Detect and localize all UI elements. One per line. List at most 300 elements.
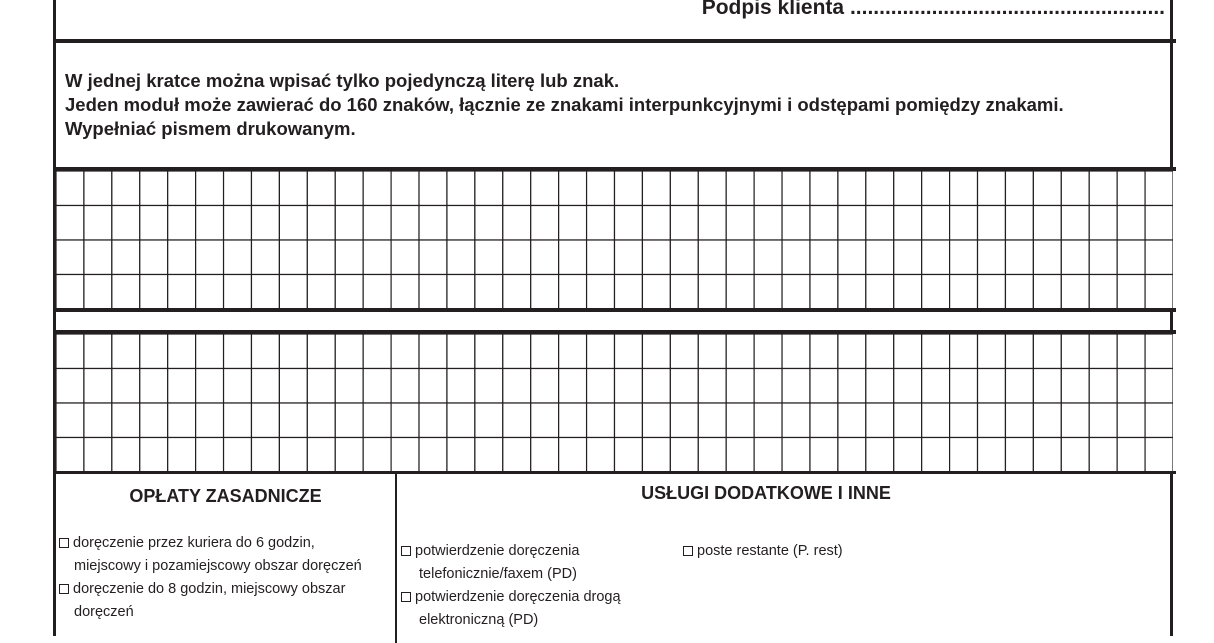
grid-cell[interactable] [810, 403, 838, 438]
grid-cell[interactable] [168, 403, 196, 438]
grid-cell[interactable] [1061, 334, 1089, 369]
grid-cell[interactable] [251, 438, 279, 473]
grid-cell[interactable] [84, 438, 112, 473]
checkbox[interactable] [59, 584, 69, 594]
grid-cell[interactable] [475, 206, 503, 241]
grid-cell[interactable] [1089, 275, 1117, 310]
grid-cell[interactable] [391, 275, 419, 310]
grid-cell[interactable] [726, 438, 754, 473]
grid-cell[interactable] [810, 369, 838, 404]
grid-cell[interactable] [1005, 171, 1033, 206]
grid-cell[interactable] [307, 438, 335, 473]
grid-cell[interactable] [978, 369, 1006, 404]
grid-cell[interactable] [642, 275, 670, 310]
grid-cell[interactable] [670, 240, 698, 275]
grid-cell[interactable] [754, 334, 782, 369]
grid-cell[interactable] [56, 206, 84, 241]
grid-cell[interactable] [642, 403, 670, 438]
grid-cell[interactable] [866, 240, 894, 275]
grid-cell[interactable] [1145, 438, 1173, 473]
grid-cell[interactable] [1061, 206, 1089, 241]
grid-cell[interactable] [950, 403, 978, 438]
grid-cell[interactable] [391, 240, 419, 275]
grid-cell[interactable] [140, 206, 168, 241]
grid-cell[interactable] [810, 171, 838, 206]
grid-cell[interactable] [196, 438, 224, 473]
grid-cell[interactable] [950, 171, 978, 206]
grid-cell[interactable] [1033, 275, 1061, 310]
grid-cell[interactable] [587, 334, 615, 369]
grid-cell[interactable] [1033, 403, 1061, 438]
grid-cell[interactable] [307, 334, 335, 369]
grid-cell[interactable] [1005, 438, 1033, 473]
grid-cell[interactable] [56, 369, 84, 404]
grid-cell[interactable] [419, 275, 447, 310]
grid-cell[interactable] [112, 240, 140, 275]
grid-cell[interactable] [894, 369, 922, 404]
grid-cell[interactable] [615, 438, 643, 473]
grid-cell[interactable] [754, 403, 782, 438]
grid-cell[interactable] [531, 171, 559, 206]
grid-cell[interactable] [224, 334, 252, 369]
grid-cell[interactable] [140, 334, 168, 369]
grid-cell[interactable] [335, 206, 363, 241]
grid-cell[interactable] [1117, 171, 1145, 206]
grid-cell[interactable] [838, 438, 866, 473]
grid-cell[interactable] [950, 240, 978, 275]
grid-cell[interactable] [782, 171, 810, 206]
grid-cell[interactable] [224, 403, 252, 438]
grid-cell[interactable] [670, 275, 698, 310]
grid-cell[interactable] [866, 369, 894, 404]
grid-cell[interactable] [782, 240, 810, 275]
grid-cell[interactable] [112, 206, 140, 241]
grid-cell[interactable] [698, 369, 726, 404]
grid-cell[interactable] [84, 240, 112, 275]
grid-cell[interactable] [84, 206, 112, 241]
grid-cell[interactable] [363, 206, 391, 241]
grid-cell[interactable] [559, 403, 587, 438]
grid-cell[interactable] [335, 240, 363, 275]
grid-cell[interactable] [140, 438, 168, 473]
grid-cell[interactable] [894, 438, 922, 473]
grid-cell[interactable] [475, 403, 503, 438]
grid-cell[interactable] [726, 206, 754, 241]
grid-cell[interactable] [810, 438, 838, 473]
grid-cell[interactable] [168, 206, 196, 241]
grid-cell[interactable] [978, 275, 1006, 310]
grid-cell[interactable] [531, 369, 559, 404]
grid-cell[interactable] [922, 240, 950, 275]
grid-cell[interactable] [475, 275, 503, 310]
grid-cell[interactable] [168, 171, 196, 206]
grid-cell[interactable] [224, 369, 252, 404]
grid-cell[interactable] [279, 369, 307, 404]
grid-cell[interactable] [894, 171, 922, 206]
grid-cell[interactable] [224, 438, 252, 473]
grid-cell[interactable] [251, 171, 279, 206]
grid-cell[interactable] [503, 240, 531, 275]
grid-cell[interactable] [559, 438, 587, 473]
grid-cell[interactable] [1005, 334, 1033, 369]
grid-cell[interactable] [251, 275, 279, 310]
grid-cell[interactable] [363, 334, 391, 369]
grid-cell[interactable] [950, 334, 978, 369]
grid-cell[interactable] [838, 369, 866, 404]
grid-cell[interactable] [754, 171, 782, 206]
grid-cell[interactable] [140, 171, 168, 206]
grid-cell[interactable] [615, 275, 643, 310]
grid-cell[interactable] [503, 206, 531, 241]
grid-cell[interactable] [196, 403, 224, 438]
grid-cell[interactable] [503, 438, 531, 473]
grid-cell[interactable] [782, 369, 810, 404]
grid-cell[interactable] [307, 206, 335, 241]
fee-option[interactable]: doręczenie do 8 godzin, miejscowy obszar doręczeń [59, 578, 345, 624]
grid-cell[interactable] [1005, 206, 1033, 241]
grid-cell[interactable] [363, 275, 391, 310]
grid-cell[interactable] [475, 369, 503, 404]
grid-cell[interactable] [391, 334, 419, 369]
grid-cell[interactable] [168, 240, 196, 275]
grid-cell[interactable] [363, 403, 391, 438]
grid-cell[interactable] [363, 369, 391, 404]
grid-cell[interactable] [810, 334, 838, 369]
grid-cell[interactable] [279, 171, 307, 206]
grid-cell[interactable] [838, 171, 866, 206]
grid-cell[interactable] [726, 403, 754, 438]
grid-cell[interactable] [670, 438, 698, 473]
grid-cell[interactable] [391, 171, 419, 206]
grid-cell[interactable] [363, 240, 391, 275]
grid-cell[interactable] [1089, 369, 1117, 404]
grid-cell[interactable] [587, 275, 615, 310]
grid-cell[interactable] [838, 240, 866, 275]
grid-cell[interactable] [838, 403, 866, 438]
grid-cell[interactable] [531, 240, 559, 275]
grid-cell[interactable] [642, 438, 670, 473]
grid-cell[interactable] [1033, 369, 1061, 404]
grid-cell[interactable] [726, 240, 754, 275]
grid-cell[interactable] [1145, 275, 1173, 310]
grid-cell[interactable] [1117, 240, 1145, 275]
grid-cell[interactable] [978, 240, 1006, 275]
grid-cell[interactable] [251, 403, 279, 438]
grid-cell[interactable] [307, 171, 335, 206]
grid-cell[interactable] [810, 275, 838, 310]
grid-cell[interactable] [112, 369, 140, 404]
grid-cell[interactable] [140, 240, 168, 275]
grid-cell[interactable] [56, 438, 84, 473]
grid-cell[interactable] [978, 206, 1006, 241]
grid-cell[interactable] [1033, 171, 1061, 206]
grid-cell[interactable] [894, 403, 922, 438]
grid-cell[interactable] [978, 171, 1006, 206]
grid-cell[interactable] [279, 206, 307, 241]
grid-cell[interactable] [615, 334, 643, 369]
grid-cell[interactable] [335, 438, 363, 473]
grid-cell[interactable] [56, 240, 84, 275]
grid-cell[interactable] [642, 206, 670, 241]
grid-cell[interactable] [838, 275, 866, 310]
grid-cell[interactable] [782, 275, 810, 310]
grid-cell[interactable] [670, 206, 698, 241]
grid-cell[interactable] [922, 438, 950, 473]
grid-cell[interactable] [1061, 240, 1089, 275]
grid-cell[interactable] [112, 403, 140, 438]
grid-cell[interactable] [56, 275, 84, 310]
grid-cell[interactable] [1089, 438, 1117, 473]
service-option[interactable]: poste restante (P. rest) [683, 540, 843, 563]
grid-cell[interactable] [196, 369, 224, 404]
grid-cell[interactable] [56, 403, 84, 438]
grid-cell[interactable] [894, 206, 922, 241]
checkbox[interactable] [683, 546, 693, 556]
grid-cell[interactable] [224, 275, 252, 310]
grid-cell[interactable] [559, 275, 587, 310]
grid-cell[interactable] [698, 171, 726, 206]
grid-cell[interactable] [922, 369, 950, 404]
grid-cell[interactable] [419, 403, 447, 438]
grid-cell[interactable] [391, 438, 419, 473]
grid-cell[interactable] [1061, 369, 1089, 404]
grid-cell[interactable] [559, 334, 587, 369]
grid-cell[interactable] [84, 275, 112, 310]
grid-cell[interactable] [726, 171, 754, 206]
grid-cell[interactable] [503, 403, 531, 438]
grid-cell[interactable] [1033, 438, 1061, 473]
grid-cell[interactable] [1033, 334, 1061, 369]
grid-cell[interactable] [279, 240, 307, 275]
grid-cell[interactable] [782, 403, 810, 438]
grid-cell[interactable] [698, 275, 726, 310]
grid-cell[interactable] [810, 240, 838, 275]
grid-cell[interactable] [866, 171, 894, 206]
grid-cell[interactable] [531, 275, 559, 310]
grid-cell[interactable] [1117, 206, 1145, 241]
grid-cell[interactable] [978, 334, 1006, 369]
grid-cell[interactable] [559, 206, 587, 241]
grid-cell[interactable] [978, 403, 1006, 438]
grid-cell[interactable] [810, 206, 838, 241]
grid-cell[interactable] [866, 438, 894, 473]
grid-cell[interactable] [782, 206, 810, 241]
grid-cell[interactable] [335, 403, 363, 438]
checkbox[interactable] [401, 592, 411, 602]
grid-cell[interactable] [642, 334, 670, 369]
grid-cell[interactable] [838, 334, 866, 369]
grid-cell[interactable] [447, 171, 475, 206]
grid-cell[interactable] [1089, 171, 1117, 206]
grid-cell[interactable] [894, 275, 922, 310]
grid-cell[interactable] [391, 369, 419, 404]
grid-cell[interactable] [307, 240, 335, 275]
grid-cell[interactable] [698, 403, 726, 438]
grid-cell[interactable] [670, 403, 698, 438]
service-option[interactable]: potwierdzenie doręczenia drogą elektroniczną (PD) [401, 586, 621, 632]
grid-cell[interactable] [140, 369, 168, 404]
grid-cell[interactable] [866, 206, 894, 241]
grid-cell[interactable] [1089, 206, 1117, 241]
grid-cell[interactable] [698, 438, 726, 473]
grid-cell[interactable] [1061, 403, 1089, 438]
grid-cell[interactable] [642, 369, 670, 404]
grid-cell[interactable] [726, 334, 754, 369]
grid-cell[interactable] [866, 403, 894, 438]
checkbox[interactable] [401, 546, 411, 556]
grid-cell[interactable] [642, 240, 670, 275]
grid-cell[interactable] [168, 369, 196, 404]
grid-cell[interactable] [391, 206, 419, 241]
grid-cell[interactable] [224, 206, 252, 241]
grid-cell[interactable] [922, 334, 950, 369]
grid-cell[interactable] [84, 171, 112, 206]
grid-cell[interactable] [754, 438, 782, 473]
grid-cell[interactable] [1117, 275, 1145, 310]
grid-cell[interactable] [922, 171, 950, 206]
grid-cell[interactable] [112, 171, 140, 206]
grid-cell[interactable] [1033, 240, 1061, 275]
grid-cell[interactable] [1117, 403, 1145, 438]
grid-cell[interactable] [698, 334, 726, 369]
grid-cell[interactable] [84, 334, 112, 369]
grid-cell[interactable] [922, 206, 950, 241]
grid-cell[interactable] [726, 275, 754, 310]
grid-cell[interactable] [615, 171, 643, 206]
grid-cell[interactable] [531, 206, 559, 241]
grid-cell[interactable] [196, 275, 224, 310]
grid-cell[interactable] [1005, 403, 1033, 438]
character-grid-1[interactable] [56, 171, 1173, 309]
grid-cell[interactable] [196, 171, 224, 206]
grid-cell[interactable] [559, 171, 587, 206]
grid-cell[interactable] [363, 171, 391, 206]
grid-cell[interactable] [866, 334, 894, 369]
grid-cell[interactable] [894, 334, 922, 369]
grid-cell[interactable] [307, 403, 335, 438]
grid-cell[interactable] [279, 334, 307, 369]
grid-cell[interactable] [56, 171, 84, 206]
grid-cell[interactable] [475, 438, 503, 473]
grid-cell[interactable] [1117, 334, 1145, 369]
grid-cell[interactable] [866, 275, 894, 310]
grid-cell[interactable] [838, 206, 866, 241]
grid-cell[interactable] [559, 369, 587, 404]
grid-cell[interactable] [1089, 334, 1117, 369]
grid-cell[interactable] [447, 403, 475, 438]
grid-cell[interactable] [168, 334, 196, 369]
grid-cell[interactable] [587, 171, 615, 206]
grid-cell[interactable] [503, 275, 531, 310]
grid-cell[interactable] [56, 334, 84, 369]
grid-cell[interactable] [950, 438, 978, 473]
grid-cell[interactable] [754, 240, 782, 275]
grid-cell[interactable] [615, 369, 643, 404]
grid-cell[interactable] [475, 171, 503, 206]
grid-cell[interactable] [447, 275, 475, 310]
grid-cell[interactable] [1145, 369, 1173, 404]
grid-cell[interactable] [419, 171, 447, 206]
grid-cell[interactable] [978, 438, 1006, 473]
grid-cell[interactable] [615, 206, 643, 241]
grid-cell[interactable] [1145, 240, 1173, 275]
grid-cell[interactable] [84, 403, 112, 438]
grid-cell[interactable] [531, 438, 559, 473]
grid-cell[interactable] [251, 334, 279, 369]
grid-cell[interactable] [419, 438, 447, 473]
grid-cell[interactable] [1061, 171, 1089, 206]
grid-cell[interactable] [224, 171, 252, 206]
grid-cell[interactable] [1005, 369, 1033, 404]
grid-cell[interactable] [447, 240, 475, 275]
fee-option[interactable]: doręczenie przez kuriera do 6 godzin, miejscowy i pozamiejscowy obszar doręczeń [59, 532, 362, 578]
grid-cell[interactable] [251, 369, 279, 404]
checkbox[interactable] [59, 538, 69, 548]
grid-cell[interactable] [251, 240, 279, 275]
grid-cell[interactable] [1061, 438, 1089, 473]
service-option[interactable]: potwierdzenie doręczenia telefonicznie/faxem (PD) [401, 540, 579, 586]
grid-cell[interactable] [140, 275, 168, 310]
grid-cell[interactable] [196, 206, 224, 241]
grid-cell[interactable] [419, 206, 447, 241]
grid-cell[interactable] [587, 369, 615, 404]
grid-cell[interactable] [1145, 334, 1173, 369]
grid-cell[interactable] [447, 206, 475, 241]
grid-cell[interactable] [1145, 206, 1173, 241]
grid-cell[interactable] [894, 240, 922, 275]
grid-cell[interactable] [363, 438, 391, 473]
grid-cell[interactable] [279, 438, 307, 473]
grid-cell[interactable] [196, 334, 224, 369]
grid-cell[interactable] [782, 334, 810, 369]
character-grid-2[interactable] [56, 334, 1173, 472]
grid-cell[interactable] [419, 334, 447, 369]
grid-cell[interactable] [279, 403, 307, 438]
grid-cell[interactable] [531, 403, 559, 438]
grid-cell[interactable] [447, 438, 475, 473]
grid-cell[interactable] [112, 275, 140, 310]
grid-cell[interactable] [587, 438, 615, 473]
grid-cell[interactable] [391, 403, 419, 438]
grid-cell[interactable] [335, 334, 363, 369]
grid-cell[interactable] [950, 369, 978, 404]
grid-cell[interactable] [1089, 240, 1117, 275]
grid-cell[interactable] [335, 171, 363, 206]
grid-cell[interactable] [950, 206, 978, 241]
grid-cell[interactable] [1145, 171, 1173, 206]
grid-cell[interactable] [754, 206, 782, 241]
grid-cell[interactable] [531, 334, 559, 369]
grid-cell[interactable] [112, 438, 140, 473]
grid-cell[interactable] [1089, 403, 1117, 438]
grid-cell[interactable] [1145, 403, 1173, 438]
grid-cell[interactable] [587, 240, 615, 275]
grid-cell[interactable] [559, 240, 587, 275]
grid-cell[interactable] [726, 369, 754, 404]
grid-cell[interactable] [642, 171, 670, 206]
grid-cell[interactable] [698, 206, 726, 241]
grid-cell[interactable] [419, 369, 447, 404]
grid-cell[interactable] [503, 334, 531, 369]
grid-cell[interactable] [475, 334, 503, 369]
grid-cell[interactable] [503, 369, 531, 404]
grid-cell[interactable] [1005, 275, 1033, 310]
grid-cell[interactable] [1005, 240, 1033, 275]
grid-cell[interactable] [419, 240, 447, 275]
grid-cell[interactable] [251, 206, 279, 241]
grid-cell[interactable] [447, 334, 475, 369]
grid-cell[interactable] [168, 438, 196, 473]
